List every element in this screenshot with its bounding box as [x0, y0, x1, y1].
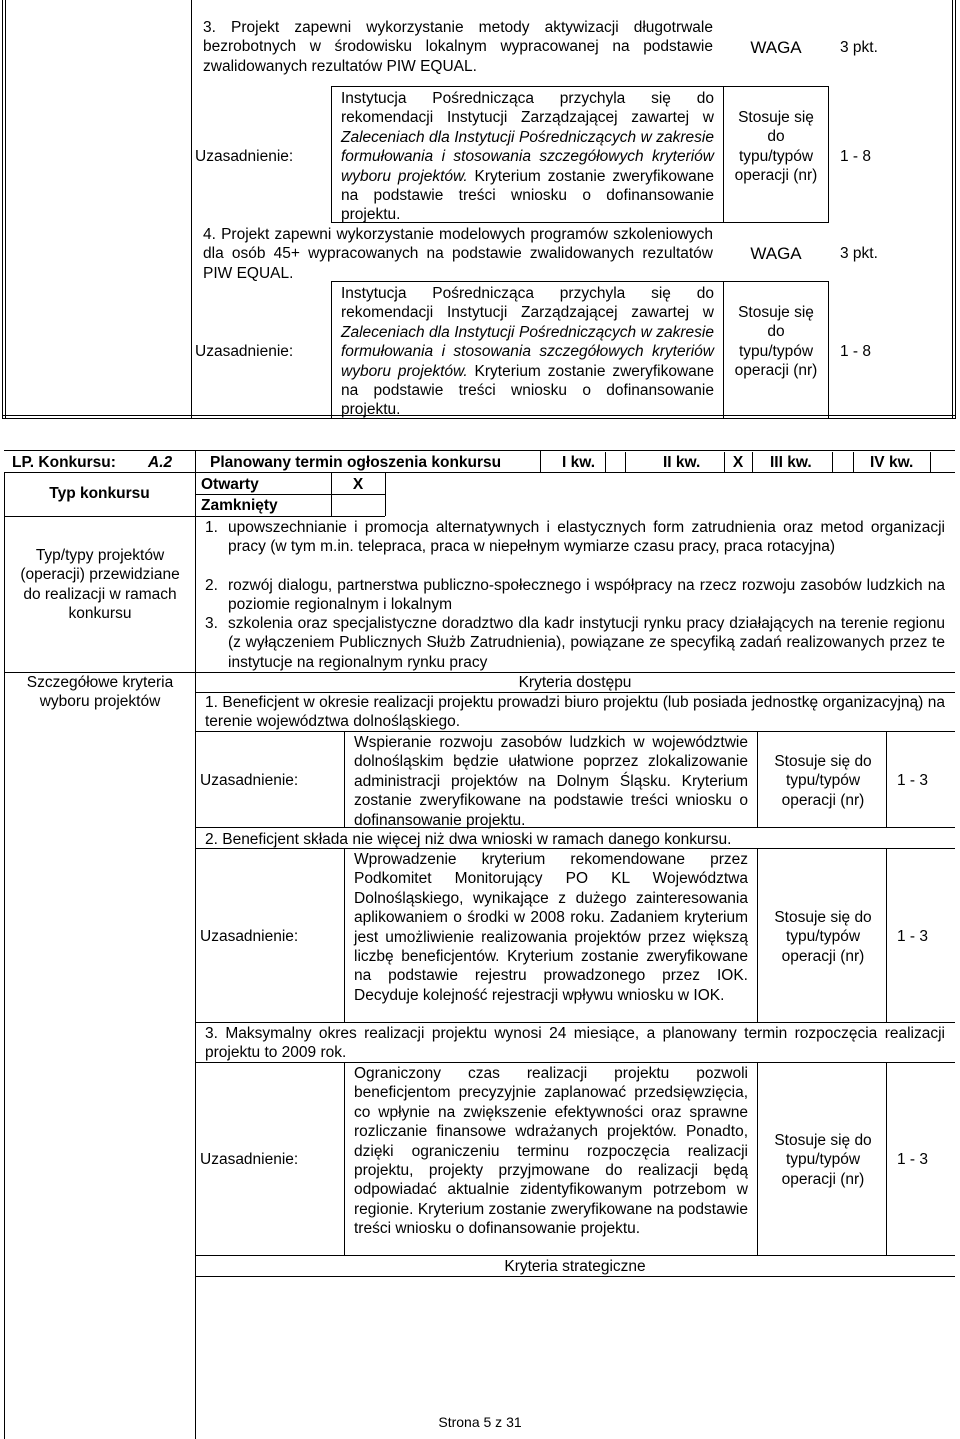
criterion-4-text: 4. Projekt zapewni wykorzystanie modelowych programów szkoleniowych dla osób 45+ wypracowanych na podstawie zwalidowanych rezultatów PIW EQUAL. — [203, 226, 713, 282]
type-mid-line — [195, 494, 385, 495]
access-criterion-3-text: 3. Maksymalny okres realizacji projektu wynosi 24 miesiące, a planowany termin rozpoczęcia realizacji projektu to 2009 rok. — [205, 1025, 945, 1062]
q2-box-left — [724, 452, 725, 472]
c2-div-3 — [886, 848, 887, 1022]
q4-label: IV kw. — [870, 454, 914, 471]
header-bottom-line — [4, 472, 955, 473]
c1-div-1 — [344, 731, 345, 827]
c1-div-3 — [886, 731, 887, 827]
header-div-1 — [195, 450, 196, 472]
q3-label: III kw. — [770, 454, 812, 471]
c3-div-1 — [344, 1062, 345, 1255]
header-div-2 — [540, 450, 541, 472]
justification-2-text-b: Kryterium zostanie zweryfikowane na podstawie treści wniosku o dofinansowanie projektu. — [341, 362, 714, 419]
criterion-4-weight: WAGA — [750, 244, 802, 263]
justification-2-text-a: Instytucja Pośrednicząca przychyla się do rekomendacji Instytucji Zarządzającej zawartej w — [341, 285, 714, 322]
planned-label: Planowany termin ogłoszenia konkursu — [210, 454, 502, 471]
left-col-inner — [195, 472, 196, 1439]
c2-top-line — [195, 848, 955, 849]
project-type-3 — [205, 614, 945, 672]
c3-div-3 — [886, 1062, 887, 1255]
q3-box-left — [832, 452, 833, 472]
access-criterion-1-text: 1. Beneficjent w okresie realizacji projektu prowadzi biuro projektu (lub posiada jednostkę organizacyjną) na terenie województwa dolnośląskiego. — [205, 694, 945, 731]
justification-1-text-b: Kryterium zostanie zweryfikowane na podstawie treści wniosku o dofinansowanie projektu. — [341, 167, 714, 224]
open-label: Otwarty — [201, 476, 259, 493]
just-1-top-line — [331, 86, 828, 87]
c2-bottom-line — [195, 1022, 955, 1023]
c3-div-2 — [757, 1062, 758, 1255]
c3-justification: Ograniczony czas realizacji projektu pozwoli beneficjentom precyzyjnie zaplanować przedsięwzięcia, co wpłynie na zwiększenie efektywności oraz sprawne rozliczanie finansowe wdrażanych projektów. Ponadto, dzięki ograniczeniu terminu rozpoczęcia realizacji projektu, projekty przyjmowane do realizacji będą odpowiadać aktualnie zidentyfikowanym potrzebom w regionie. Kryterium zostanie zweryfikowane na podstawie treści wniosku o dofinansowanie projektu. — [354, 1065, 748, 1238]
criterion-4-points: 3 pkt. — [840, 245, 878, 262]
strategic-heading-line — [195, 1276, 955, 1277]
access-criteria-heading: Kryteria dostępu — [518, 674, 632, 691]
project-types-label: Typ/typy projektów (operacji) przewidziane do realizacji w ramach konkursu — [20, 547, 180, 623]
justification-1-text-italic: Zaleceniach dla Instytucji Pośredniczących w zakresie formułowania i stosowania szczegółowych kryteriów wyboru projektów. — [341, 128, 714, 185]
project-type-2 — [205, 576, 945, 615]
c3-bottom-line — [195, 1255, 955, 1256]
c2-div-1 — [344, 848, 345, 1022]
project-type-2-num: 2. — [205, 577, 218, 594]
type-bottom-line — [4, 516, 385, 517]
type-div-2 — [385, 472, 386, 516]
q1-box-right — [625, 452, 626, 472]
top-right-border — [952, 0, 956, 419]
c2-applies: Stosuje się do typu/typów operacji (nr) — [774, 909, 872, 965]
justification-2-text-italic: Zaleceniach dla Instytucji Pośredniczących w zakresie formułowania i stosowania szczegółowych kryteriów wyboru projektów. — [341, 323, 714, 380]
q1-label: I kw. — [562, 454, 596, 471]
justification-2-range: 1 - 8 — [840, 343, 872, 360]
just-2-right-line-2 — [828, 281, 829, 418]
top-col-divider — [191, 0, 192, 418]
q4-box-left — [930, 452, 931, 472]
c2-div-2 — [757, 848, 758, 1022]
justification-1-text-a: Instytucja Pośrednicząca przychyla się do rekomendacji Instytucji Zarządzającej zawartej w — [341, 90, 714, 127]
c1-div-2 — [757, 731, 758, 827]
c3-applies: Stosuje się do typu/typów operacji (nr) — [774, 1132, 872, 1188]
lp-value: A.2 — [148, 454, 173, 471]
project-type-1-text: upowszechnianie i promocja alternatywnych i elastycznych form zatrudnienia oraz metod organizacji pracy (w tym m.in. telepraca, praca w niepełnym wymiarze czasu pracy, praca rotacyjna) — [228, 519, 945, 556]
c3-range: 1 - 3 — [897, 1151, 929, 1168]
just-2-top-line — [331, 281, 828, 282]
page-number: Strona 5 z 31 — [438, 1414, 522, 1430]
c2-justification: Wprowadzenie kryterium rekomendowane przez Podkomitet Monitorujący PO KL Województwa Dolnośląskiego, wynikające z dużego zainteresowania aplikowaniem o środki w 2008 roku. Zadaniem kryterium jest umożliwienie realizowania projektów przez większą liczbę beneficjentów. Kryterium zostanie zweryfikowane na podstawie rejestru prowadzonego przez IOK. Decyduje kolejność rejestracji wpływu wniosku w IOK. — [354, 851, 748, 1004]
top-left-border — [2, 0, 6, 419]
just-1-right-line — [723, 86, 724, 223]
criterion-3-weight: WAGA — [750, 38, 802, 57]
c1-justification: Wspieranie rozwoju zasobów ludzkich w województwie dolnośląskim będzie ułatwione poprzez zlokalizowanie administracji projektów na Dolnym Śląsku. Kryterium zostanie zweryfikowane na podstawie treści wniosku o dofinansowanie projektu. — [354, 734, 748, 829]
q3-box-right — [853, 452, 854, 472]
just-2-left-line — [331, 281, 332, 418]
justification-1-text — [341, 89, 714, 225]
c1-top-line — [195, 731, 955, 732]
project-type-3-text: szkolenia oraz specjalistyczne doradztwo dla kadr instytucji rynku pracy działających na terenie regionu (z wyłączeniem Publicznych Służb Zatrudnienia), powiązane ze specyfiką zadań realizowanych przez te instytucje na regionalnym rynku pracy — [228, 615, 945, 671]
just-1-right-line-2 — [828, 86, 829, 223]
c3-label: Uzasadnienie: — [200, 1151, 299, 1168]
project-type-2-text: rozwój dialogu, partnerstwa publiczno-społecznego i współpracy na rzecz rozwoju zasobów ludzkich na poziomie regionalnym i lokalnym — [228, 577, 945, 614]
q1-box-left — [605, 452, 606, 472]
project-type-1 — [205, 518, 945, 557]
criterion-3-text: 3. Projekt zapewni wykorzystanie metody aktywizacji długotrwale bezrobotnych w środowisku lokalnym wypracowanej na podstawie zwalidowanych rezultatów PIW EQUAL. — [203, 19, 713, 75]
closed-label: Zamknięty — [201, 497, 278, 514]
q2-mark[interactable]: X — [732, 454, 744, 471]
justification-2-label: Uzasadnienie: — [195, 343, 294, 360]
justification-2-text — [341, 284, 714, 420]
header-top-line — [4, 450, 955, 451]
access-criterion-2-text: 2. Beneficjent składa nie więcej niż dwa wnioski w ramach danego konkursu. — [205, 831, 732, 848]
strategic-criteria-heading: Kryteria strategiczne — [504, 1258, 646, 1275]
justification-1-range: 1 - 8 — [840, 148, 872, 165]
justification-1-label: Uzasadnienie: — [195, 148, 294, 165]
lp-label: LP. Konkursu: — [12, 454, 116, 471]
justification-2-applies: Stosuje się do typu/typów operacji (nr) — [734, 304, 818, 380]
q2-box-right — [752, 452, 753, 472]
c1-applies: Stosuje się do typu/typów operacji (nr) — [774, 753, 872, 809]
c3-top-line — [195, 1062, 955, 1063]
just-1-left-line — [331, 86, 332, 223]
project-type-3-num: 3. — [205, 615, 218, 632]
c2-label: Uzasadnienie: — [200, 928, 299, 945]
left-col-outer — [4, 472, 5, 1439]
open-mark[interactable]: X — [352, 476, 364, 493]
q2-label: II kw. — [663, 454, 701, 471]
criteria-label: Szczegółowe kryteria wyboru projektów — [26, 674, 174, 711]
type-label: Typ konkursu — [49, 485, 150, 502]
justification-1-applies: Stosuje się do typu/typów operacji (nr) — [734, 109, 818, 185]
c1-label: Uzasadnienie: — [200, 772, 299, 789]
c2-range: 1 - 3 — [897, 928, 929, 945]
c1-range: 1 - 3 — [897, 772, 929, 789]
c1-bottom-line — [195, 827, 955, 828]
just-2-right-line — [723, 281, 724, 418]
criterion-3-points: 3 pkt. — [840, 39, 878, 56]
project-type-1-num: 1. — [205, 519, 218, 536]
